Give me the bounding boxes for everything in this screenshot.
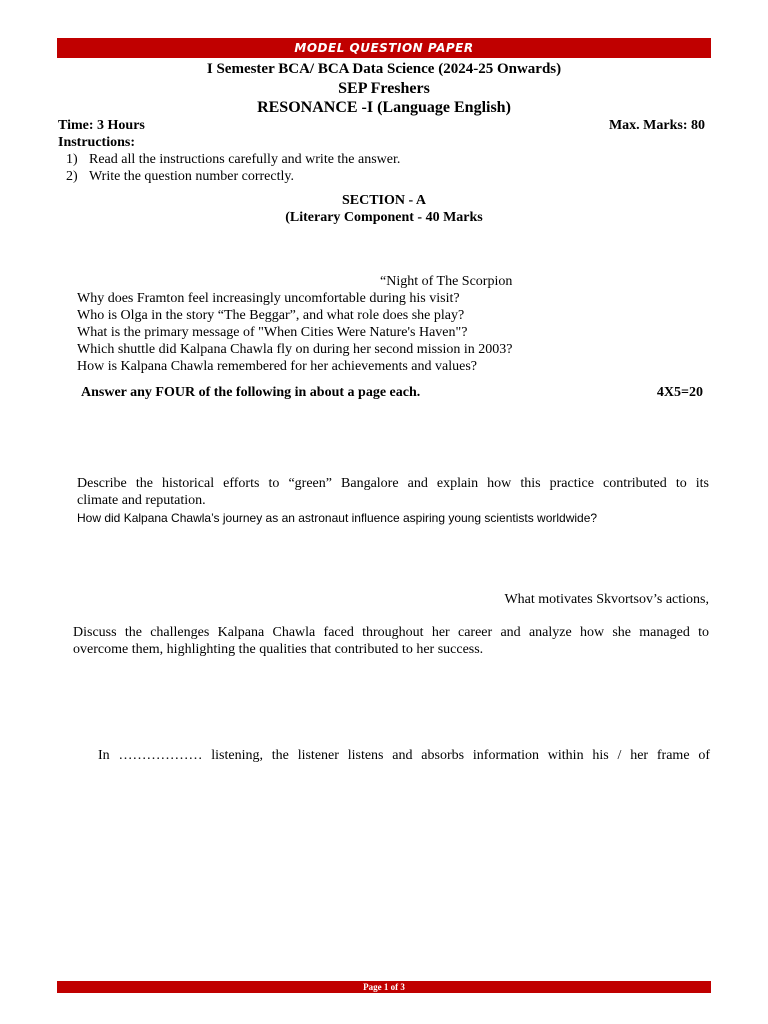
- long-question-line: climate and reputation.: [77, 493, 206, 508]
- instruction-text: Write the question number correctly.: [89, 169, 294, 184]
- long-question: How did Kalpana Chawla’s journey as an astronaut influence aspiring young scientists worldwide?: [77, 511, 598, 525]
- instruction-number: 2): [66, 169, 78, 184]
- instruction-number: 1): [66, 152, 78, 167]
- instructions-heading: Instructions:: [58, 135, 136, 150]
- max-marks-label: Max. Marks: 80: [608, 118, 705, 133]
- section-subtitle: (Literary Component - 40 Marks: [285, 210, 483, 225]
- short-question: How is Kalpana Chawla remembered for her achievements and values?: [77, 359, 478, 374]
- skvortsov-fragment: What motivates Skvortsov’s actions,: [504, 592, 709, 607]
- subject-title: RESONANCE -I (Language English): [257, 99, 511, 116]
- course-title: I Semester BCA/ BCA Data Science (2024-25 Onwards): [206, 61, 562, 77]
- program-title: SEP Freshers: [338, 80, 430, 97]
- short-question: Who is Olga in the story “The Beggar”, and what role does she play?: [77, 308, 465, 323]
- long-question-line: overcome them, highlighting the qualities that contributed to her success.: [73, 642, 484, 657]
- long-question-line: Discuss the challenges Kalpana Chawla faced throughout her career and analyze how she managed to: [73, 625, 709, 640]
- long-question-line: Describe the historical efforts to “green” Bangalore and explain how this practice contributed to its: [77, 476, 709, 491]
- page-footer: Page 1 of 3: [57, 981, 711, 993]
- fill-in-blank-question: In ……………… listening, the listener listens and absorbs information within his / her frame of: [98, 748, 710, 763]
- time-label: Time: 3 Hours: [58, 118, 145, 133]
- model-question-paper-banner: MODEL QUESTION PAPER: [57, 38, 711, 58]
- scorpion-fragment: “Night of The Scorpion: [380, 274, 513, 289]
- section-title: SECTION - A: [341, 193, 427, 208]
- part-b-marks: 4X5=20: [656, 385, 703, 400]
- part-b-instruction: Answer any FOUR of the following in about a page each.: [81, 385, 421, 400]
- short-question: Which shuttle did Kalpana Chawla fly on during her second mission in 2003?: [77, 342, 513, 357]
- short-question: Why does Framton feel increasingly uncomfortable during his visit?: [77, 291, 460, 306]
- instruction-text: Read all the instructions carefully and write the answer.: [89, 152, 401, 167]
- short-question: What is the primary message of "When Cities Were Nature's Haven"?: [77, 325, 468, 340]
